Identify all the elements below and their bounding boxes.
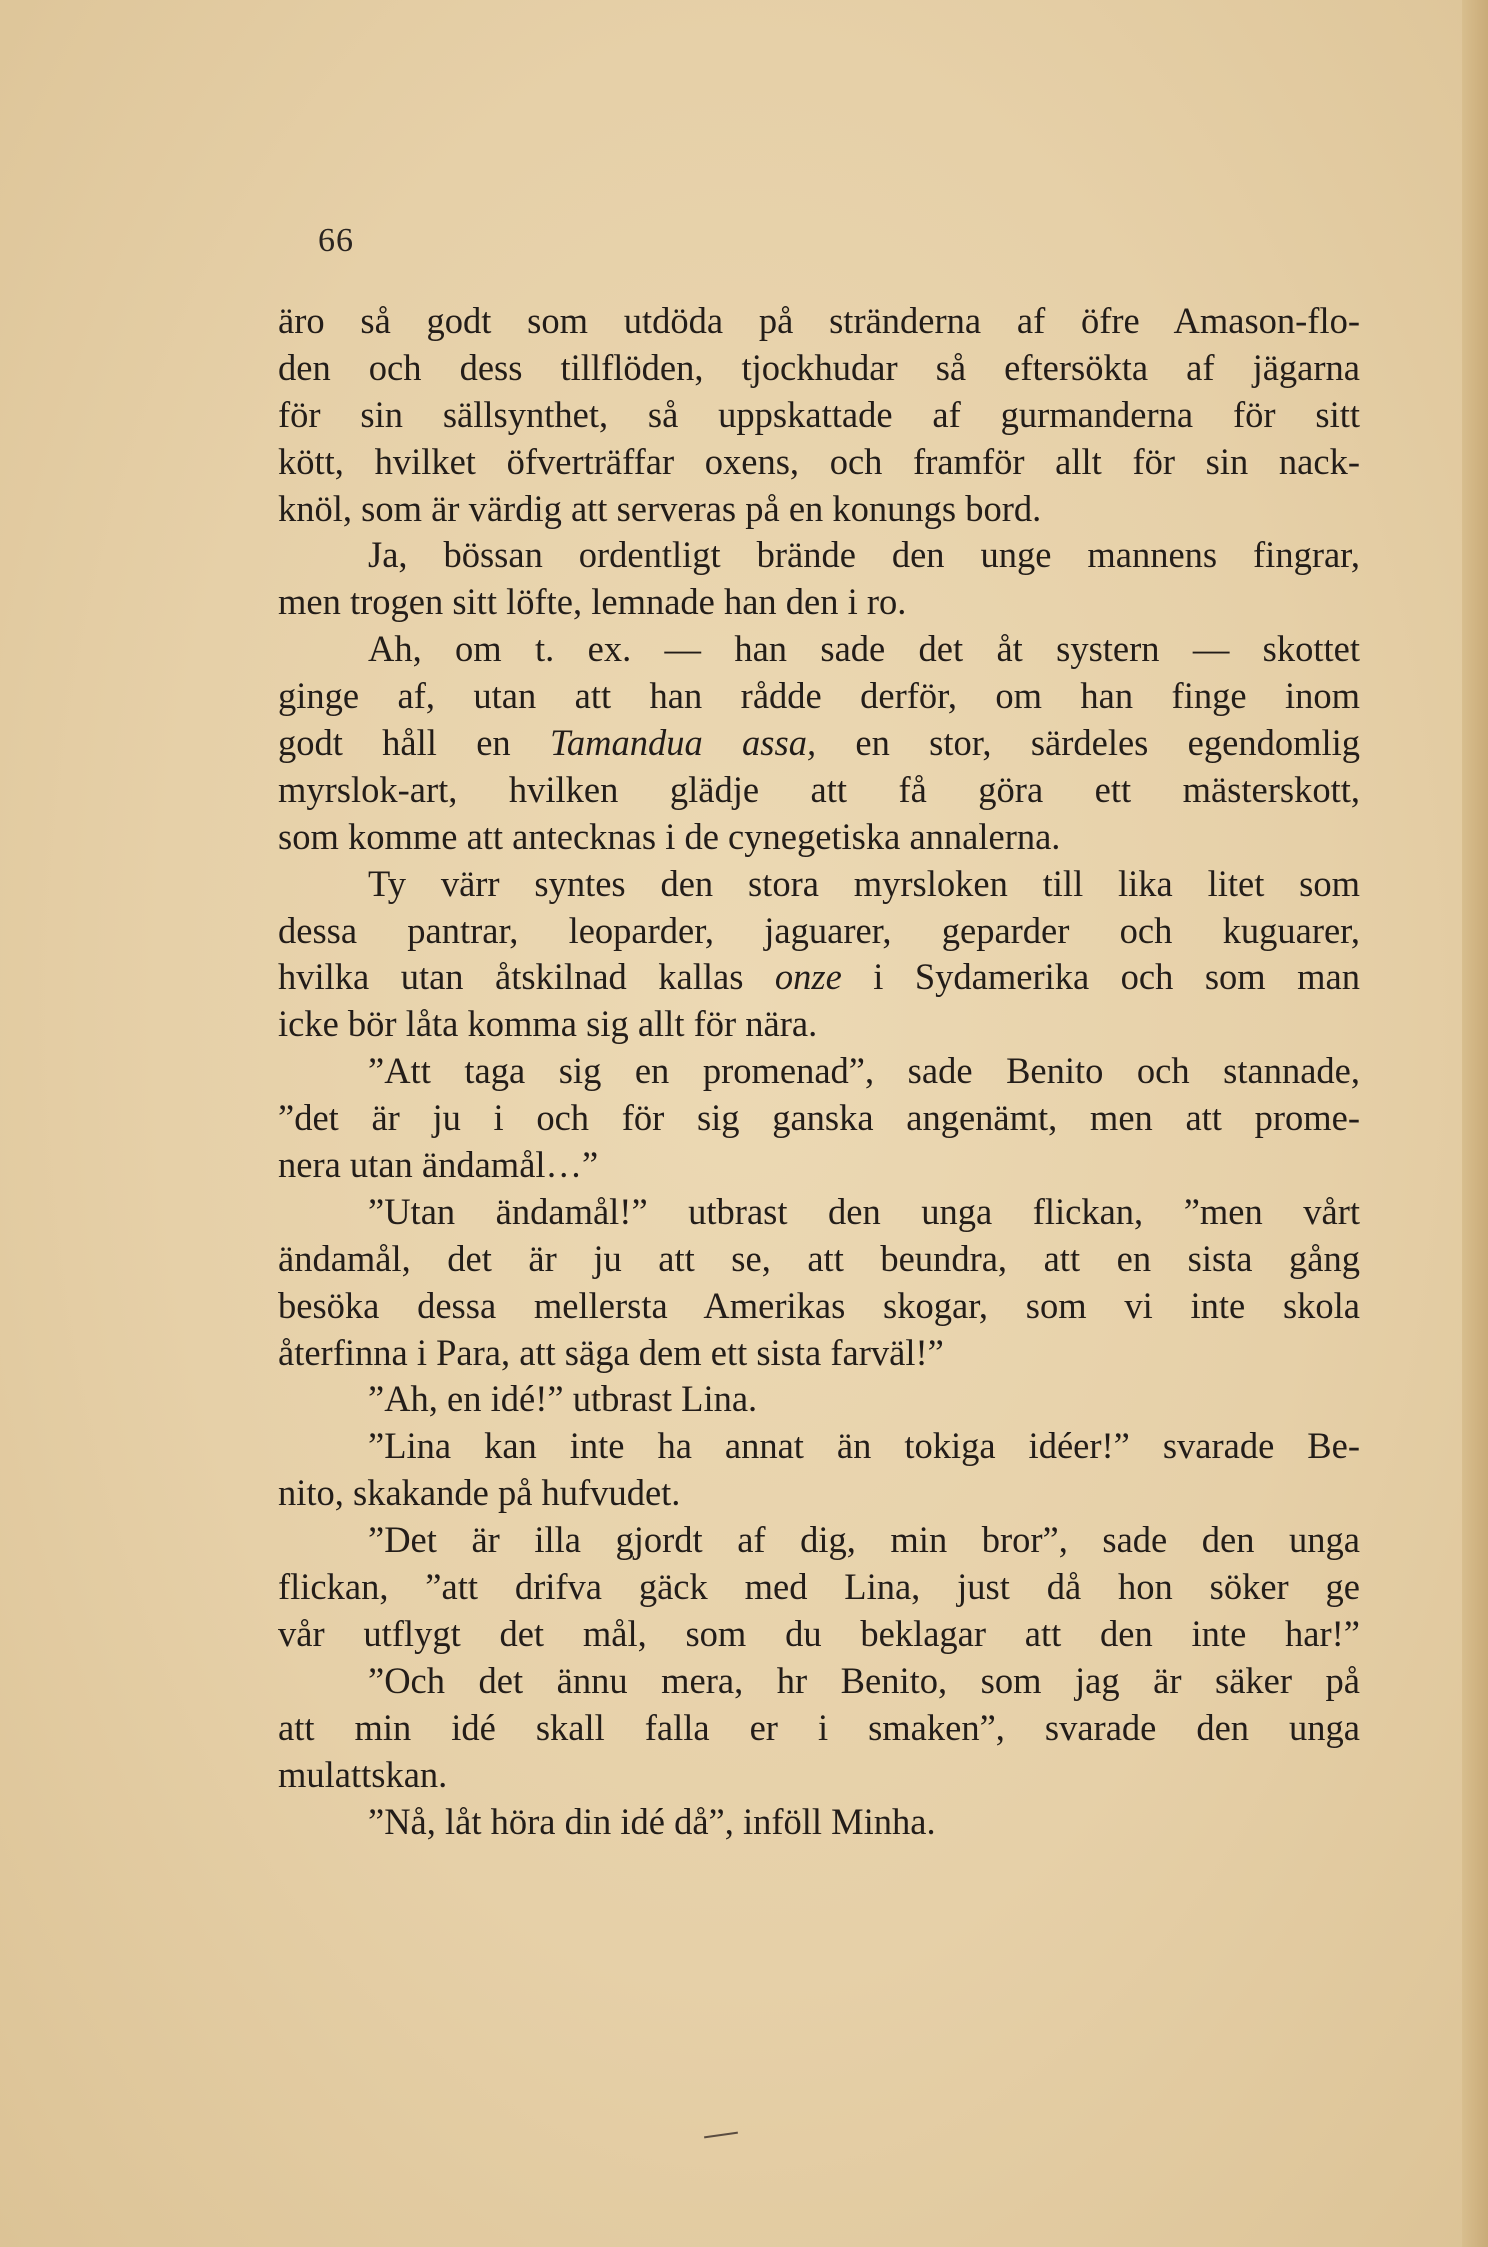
text-line: ”Ah, en idé!” utbrast Lina. bbox=[368, 1378, 758, 1420]
text-line: besöka dessa mellersta Amerikas skogar, som vi inte skola bbox=[278, 1284, 1360, 1326]
text-line: den och dess tillflöden, tjockhudar så eftersökta af jägarna bbox=[278, 346, 1360, 388]
text-line: myrslok-art, hvilken glädje att få göra ett mästerskott, bbox=[278, 768, 1360, 810]
text-line: dessa pantrar, leoparder, jaguarer, geparder och kuguarer, bbox=[278, 909, 1360, 951]
page-edge-shadow bbox=[1462, 0, 1488, 2247]
text-line: ändamål, det är ju att se, att beundra, att en sista gång bbox=[278, 1237, 1360, 1279]
text-line bbox=[278, 954, 1360, 1001]
body-text bbox=[278, 298, 1360, 1845]
page-number: 66 bbox=[318, 222, 354, 259]
text-line: ”Och det ännu mera, hr Benito, som jag är säker på bbox=[368, 1659, 1360, 1701]
text-line: ”Nå, låt höra din idé då”, inföll Minha. bbox=[368, 1800, 936, 1842]
text-line: men trogen sitt löfte, lemnade han den i ro. bbox=[278, 581, 907, 623]
text-line: vår utflygt det mål, som du beklagar att den inte har!” bbox=[278, 1612, 1360, 1654]
text-line: ”Utan ändamål!” utbrast den unga flickan, ”men vårt bbox=[368, 1190, 1360, 1232]
text-segment: en stor, särdeles egendomlig bbox=[816, 722, 1361, 764]
text-line: kött, hvilket öfverträffar oxens, och framför allt för sin nack- bbox=[278, 440, 1360, 482]
text-segment: i Sydamerika och som man bbox=[841, 956, 1360, 998]
text-line: ”Det är illa gjordt af dig, min bror”, sade den unga bbox=[368, 1519, 1360, 1561]
text-line: återfinna i Para, att säga dem ett sista farväl!” bbox=[278, 1331, 944, 1373]
text-line: ginge af, utan att han rådde derför, om han finge inom bbox=[278, 675, 1360, 717]
bottom-ornament-mark bbox=[704, 2132, 738, 2139]
text-line: som komme att antecknas i de cynegetiska annalerna. bbox=[278, 815, 1061, 857]
text-line: icke bör låta komma sig allt för nära. bbox=[278, 1003, 818, 1045]
text-line: mulattskan. bbox=[278, 1753, 448, 1795]
text-line: Ty värr syntes den stora myrsloken till lika litet som bbox=[368, 862, 1360, 904]
text-line: flickan, ”att drifva gäck med Lina, just då hon söker ge bbox=[278, 1566, 1360, 1608]
text-line: äro så godt som utdöda på stränderna af öfre Amason-flo- bbox=[278, 300, 1360, 341]
text-line: Ja, bössan ordentligt brände den unge mannens fingrar, bbox=[368, 534, 1360, 576]
text-line: ”Att taga sig en promenad”, sade Benito och stannade, bbox=[368, 1050, 1360, 1092]
text-line: nera utan ändamål…” bbox=[278, 1144, 599, 1186]
text-line: nito, skakande på hufvudet. bbox=[278, 1472, 681, 1514]
text-segment: hvilka utan åtskilnad kallas bbox=[278, 956, 775, 998]
text-line: ”Lina kan inte ha annat än tokiga idéer!” svarade Be- bbox=[368, 1425, 1360, 1467]
text-line: för sin sällsynthet, så uppskattade af gurmanderna för sitt bbox=[278, 393, 1360, 435]
text-line bbox=[278, 720, 1360, 767]
italic-segment: Tamandua assa, bbox=[549, 722, 817, 764]
text-line: att min idé skall falla er i smaken”, svarade den unga bbox=[278, 1706, 1360, 1748]
text-line: ”det är ju i och för sig ganska angenämt, men att prome- bbox=[278, 1097, 1360, 1139]
text-line: Ah, om t. ex. — han sade det åt systern — skottet bbox=[368, 628, 1360, 670]
italic-segment: onze bbox=[774, 956, 842, 998]
text-segment: godt håll en bbox=[278, 722, 550, 764]
text-line: knöl, som är värdig att serveras på en konungs bord. bbox=[278, 487, 1042, 529]
